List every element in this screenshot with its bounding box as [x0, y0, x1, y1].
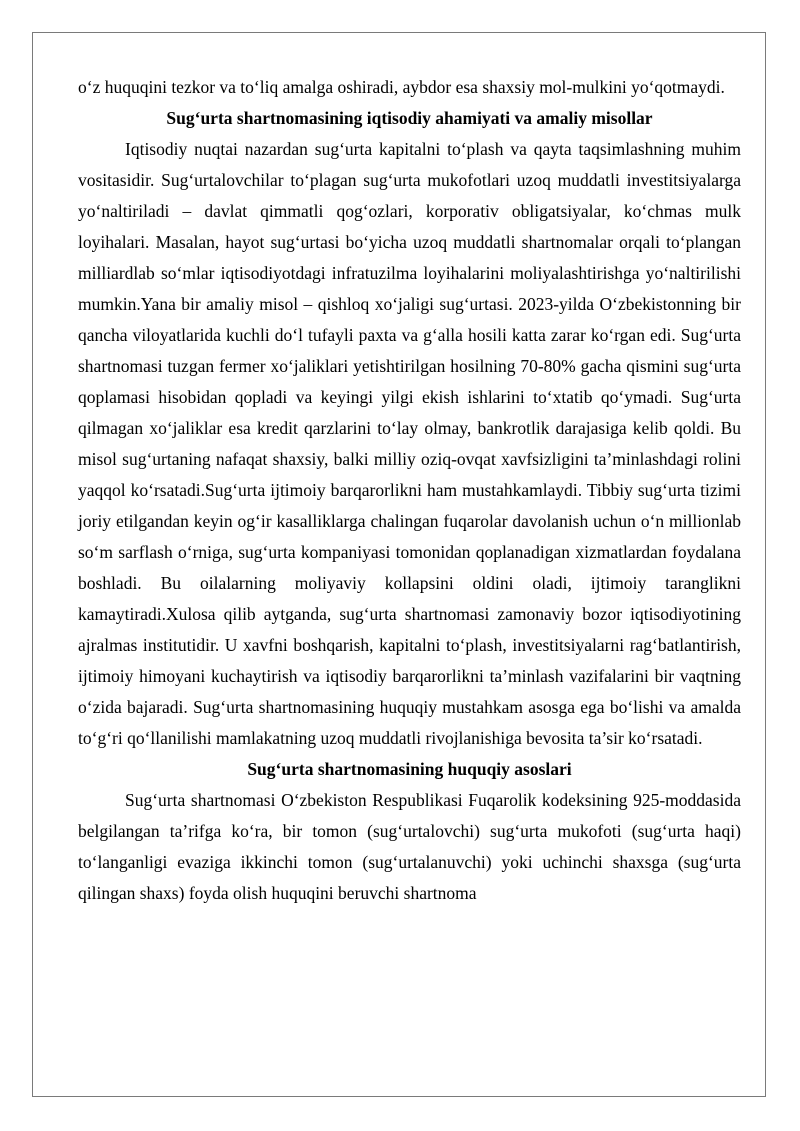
paragraph-continuation: o‘z huquqini tezkor va to‘liq amalga oshiradi, aybdor esa shaxsiy mol-mulkini yo‘qotmaydi.: [78, 77, 725, 97]
document-body: [78, 72, 741, 909]
paragraph-economic: Iqtisodiy nuqtai nazardan sug‘urta kapitalni to‘plash va qayta taqsimlashning muhim vositasidir. Sug‘urtalovchilar to‘plagan sug‘urta mukofotlari uzoq muddatli investitsiyalarga yo‘naltiriladi – davlat qimmatli qog‘ozlari, korporativ obligatsiyalar, ko‘chmas mulk loyihalari. Masalan, hayot sug‘urtasi bo‘yicha uzoq muddatli shartnomalar orqali to‘plangan milliardlab so‘mlar iqtisodiyotdagi infratuzilma loyihalarini moliyalashtirishga yo‘naltirilishi mumkin.Yana bir amaliy misol – qishloq xo‘jaligi sug‘urtasi. 2023-yilda O‘zbekistonning bir qancha viloyatlarida kuchli do‘l tufayli paxta va g‘alla hosili katta zarar ko‘rgan edi. Sug‘urta shartnomasi tuzgan fermer xo‘jaliklari yetishtirilgan hosilning 70-80% gacha qismini sug‘urta qoplamasi hisobidan qopladi va keyingi yilgi ekish ishlarini to‘xtatib qo‘ymadi. Sug‘urta qilmagan xo‘jaliklar esa kredit qarzlarini to‘lay olmay, bankrotlik darajasiga kelib qoldi. Bu misol sug‘urtaning nafaqat shaxsiy, balki milliy oziq-ovqat xavfsizligini ta’minlashdagi rolini yaqqol ko‘rsatadi.Sug‘urta ijtimoiy barqarorlikni ham mustahkamlaydi. Tibbiy sug‘urta tizimi joriy etilgandan keyin og‘ir kasalliklarga chalingan fuqarolar davolanish uchun o‘n millionlab so‘m sarflash o‘rniga, sug‘urta kompaniyasi tomonidan qoplanadigan xizmatlardan foydalana boshladi. Bu oilalarning moliyaviy kollapsini oldini oladi, ijtimoiy taranglikni kamaytiradi.Xulosa qilib aytganda, sug‘urta shartnomasi zamonaviy bozor iqtisodiyotining ajralmas institutidir. U xavfni boshqarish, kapitalni to‘plash, investitsiyalarni rag‘batlantirish, ijtimoiy himoyani kuchaytirish va iqtisodiy barqarorlikni ta’minlash vazifalarini bir vaqtning o‘zida bajaradi. Sug‘urta shartnomasining huquqiy mustahkam asosga ega bo‘lishi va amalda to‘g‘ri qo‘llanilishi mamlakatning uzoq muddatli rivojlanishiga bevosita ta’sir ko‘rsatadi.: [78, 139, 741, 748]
section-heading-economic: Sug‘urta shartnomasining iqtisodiy ahamiyati va amaliy misollar: [166, 108, 653, 128]
section-heading-legal: Sug‘urta shartnomasining huquqiy asoslari: [247, 759, 572, 779]
paragraph-legal: Sug‘urta shartnomasi O‘zbekiston Respublikasi Fuqarolik kodeksining 925-moddasida belgilangan ta’rifga ko‘ra, bir tomon (sug‘urtalovchi) sug‘urta mukofoti (sug‘urta haqi) to‘langanligi evaziga ikkinchi tomon (sug‘urtalanuvchi) yoki uchinchi shaxsga (sug‘urta qilingan shaxs) foyda olish huquqini beruvchi shartnoma: [78, 790, 741, 903]
